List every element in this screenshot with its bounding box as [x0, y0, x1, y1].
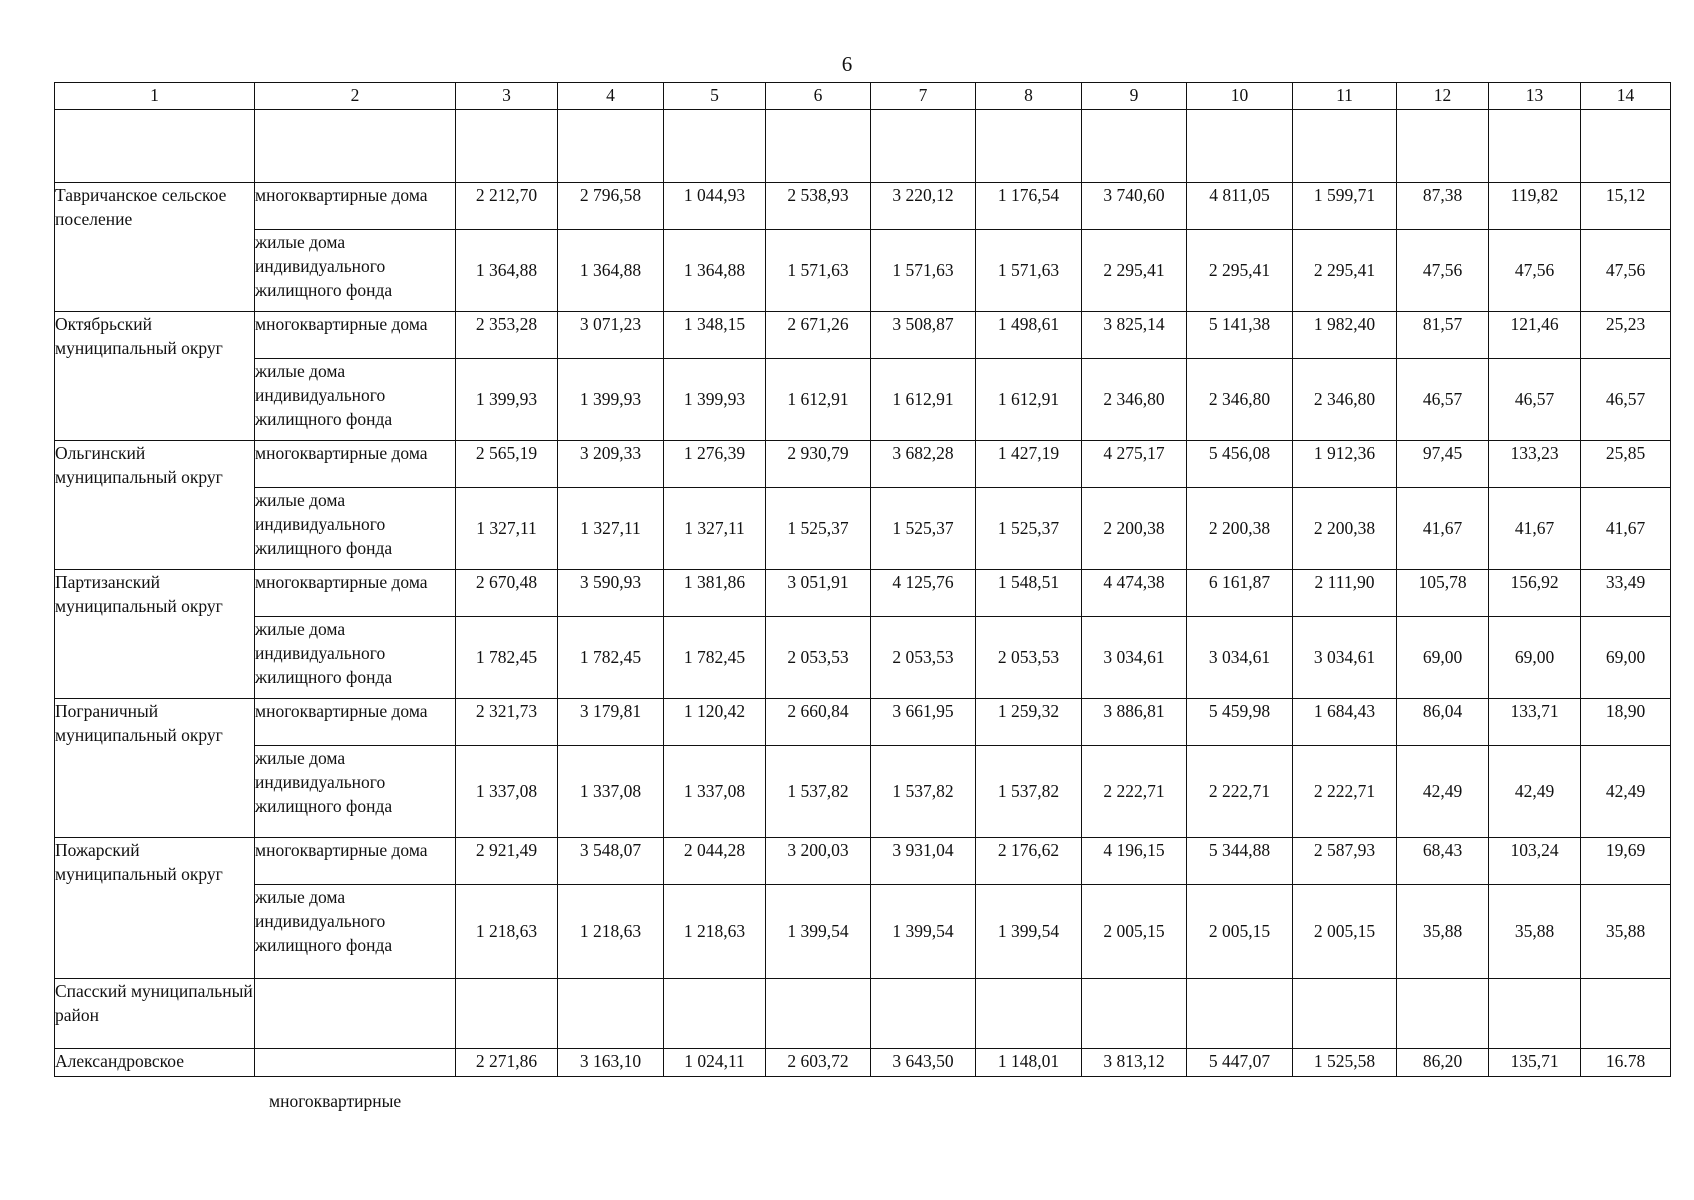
- value-cell: 3 825,14: [1082, 312, 1187, 359]
- value-cell: 2 222,71: [1293, 746, 1397, 838]
- value-cell: 1 218,63: [664, 885, 766, 979]
- value-cell: 1 120,42: [664, 699, 766, 746]
- housing-type-apartment: многоквартирные дома: [255, 441, 456, 488]
- value-cell: 1 599,71: [1293, 183, 1397, 230]
- housing-type-individual: жилые дома индивидуального жилищного фонда: [255, 488, 456, 570]
- value-cell: 2 353,28: [456, 312, 558, 359]
- value-cell: 1 399,93: [664, 359, 766, 441]
- value-cell: 2 053,53: [976, 617, 1082, 699]
- value-cell: 15,12: [1581, 183, 1671, 230]
- value-cell: 2 005,15: [1082, 885, 1187, 979]
- value-cell: 2 603,72: [766, 1049, 871, 1077]
- value-cell: 1 327,11: [558, 488, 664, 570]
- value-cell: 1 327,11: [456, 488, 558, 570]
- value-cell: 1 571,63: [976, 230, 1082, 312]
- table-row: [55, 617, 1671, 699]
- value-cell: 1 612,91: [871, 359, 976, 441]
- value-cell: 1 782,45: [664, 617, 766, 699]
- housing-type-apartment: многоквартирные дома: [255, 570, 456, 617]
- value-cell: 47,56: [1581, 230, 1671, 312]
- value-cell: 2 053,53: [871, 617, 976, 699]
- column-header-14: 14: [1581, 83, 1671, 110]
- value-cell: 5 141,38: [1187, 312, 1293, 359]
- municipality-name: Октябрьский муниципальный округ: [55, 312, 255, 441]
- table-row: [55, 488, 1671, 570]
- value-cell: 1 571,63: [766, 230, 871, 312]
- value-cell: 1 571,63: [871, 230, 976, 312]
- value-cell: 1 399,54: [871, 885, 976, 979]
- value-cell: 105,78: [1397, 570, 1489, 617]
- table-row: [55, 312, 1671, 359]
- value-cell: 1 148,01: [976, 1049, 1082, 1077]
- value-cell: 1 176,54: [976, 183, 1082, 230]
- column-header-8: 8: [976, 83, 1082, 110]
- value-cell: 81,57: [1397, 312, 1489, 359]
- value-cell: 2 670,48: [456, 570, 558, 617]
- value-cell: 1 399,54: [976, 885, 1082, 979]
- value-cell: 46,57: [1489, 359, 1581, 441]
- housing-type-apartment: многоквартирные дома: [255, 838, 456, 885]
- table-body: [55, 83, 1671, 1077]
- housing-type-individual: жилые дома индивидуального жилищного фонда: [255, 885, 456, 979]
- value-cell: 2 200,38: [1082, 488, 1187, 570]
- value-cell: 2 295,41: [1082, 230, 1187, 312]
- value-cell: 2 005,15: [1187, 885, 1293, 979]
- value-cell: 3 931,04: [871, 838, 976, 885]
- value-cell: 1 399,54: [766, 885, 871, 979]
- column-header-5: 5: [664, 83, 766, 110]
- housing-type-individual: жилые дома индивидуального жилищного фонда: [255, 359, 456, 441]
- value-cell: 121,46: [1489, 312, 1581, 359]
- column-header-7: 7: [871, 83, 976, 110]
- value-cell: 46,57: [1397, 359, 1489, 441]
- table-row: [55, 230, 1671, 312]
- empty-cell: [456, 979, 558, 1049]
- value-cell: 69,00: [1489, 617, 1581, 699]
- value-cell: 119,82: [1489, 183, 1581, 230]
- value-cell: 3 590,93: [558, 570, 664, 617]
- housing-type-apartment: многоквартирные дома: [255, 699, 456, 746]
- value-cell: 135,71: [1489, 1049, 1581, 1077]
- value-cell: 1 218,63: [558, 885, 664, 979]
- empty-cell: [1581, 979, 1671, 1049]
- housing-type-cell: [255, 1049, 456, 1077]
- municipality-name: Пожарский муниципальный округ: [55, 838, 255, 979]
- value-cell: 6 161,87: [1187, 570, 1293, 617]
- value-cell: 35,88: [1581, 885, 1671, 979]
- value-cell: 4 196,15: [1082, 838, 1187, 885]
- value-cell: 2 295,41: [1187, 230, 1293, 312]
- column-header-3: 3: [456, 83, 558, 110]
- value-cell: 33,49: [1581, 570, 1671, 617]
- table-row: [55, 746, 1671, 838]
- value-cell: 2 538,93: [766, 183, 871, 230]
- value-cell: 25,85: [1581, 441, 1671, 488]
- value-cell: 2 212,70: [456, 183, 558, 230]
- value-cell: 42,49: [1397, 746, 1489, 838]
- value-cell: 3 034,61: [1293, 617, 1397, 699]
- value-cell: 3 548,07: [558, 838, 664, 885]
- column-header-1: 1: [55, 83, 255, 110]
- value-cell: 69,00: [1397, 617, 1489, 699]
- value-cell: 4 474,38: [1082, 570, 1187, 617]
- housing-type-apartment: многоквартирные дома: [255, 312, 456, 359]
- value-cell: 1 218,63: [456, 885, 558, 979]
- housing-type-apartment: многоквартирные дома: [255, 183, 456, 230]
- column-number-row: [55, 83, 1671, 110]
- column-header-4: 4: [558, 83, 664, 110]
- table-row: [55, 359, 1671, 441]
- value-cell: 2 930,79: [766, 441, 871, 488]
- value-cell: 5 459,98: [1187, 699, 1293, 746]
- district-heading: Спасский муниципальный район: [55, 979, 255, 1049]
- municipality-name: Ольгинский муниципальный округ: [55, 441, 255, 570]
- value-cell: 1 525,37: [871, 488, 976, 570]
- tariff-table: [54, 82, 1671, 1077]
- value-cell: 2 587,93: [1293, 838, 1397, 885]
- value-cell: 2 321,73: [456, 699, 558, 746]
- value-cell: 1 337,08: [558, 746, 664, 838]
- value-cell: 2 346,80: [1082, 359, 1187, 441]
- value-cell: 3 163,10: [558, 1049, 664, 1077]
- value-cell: 2 005,15: [1293, 885, 1397, 979]
- value-cell: 42,49: [1489, 746, 1581, 838]
- value-cell: 1 337,08: [664, 746, 766, 838]
- value-cell: 3 682,28: [871, 441, 976, 488]
- value-cell: 1 537,82: [976, 746, 1082, 838]
- value-cell: 1 782,45: [456, 617, 558, 699]
- municipality-name: Тавричанское сельское поселение: [55, 183, 255, 312]
- value-cell: 1 525,37: [976, 488, 1082, 570]
- value-cell: 3 071,23: [558, 312, 664, 359]
- value-cell: 1 381,86: [664, 570, 766, 617]
- value-cell: 1 276,39: [664, 441, 766, 488]
- value-cell: 97,45: [1397, 441, 1489, 488]
- value-cell: 4 125,76: [871, 570, 976, 617]
- value-cell: 68,43: [1397, 838, 1489, 885]
- value-cell: 41,67: [1581, 488, 1671, 570]
- value-cell: 19,69: [1581, 838, 1671, 885]
- value-cell: 18,90: [1581, 699, 1671, 746]
- value-cell: 35,88: [1489, 885, 1581, 979]
- value-cell: 2 053,53: [766, 617, 871, 699]
- value-cell: 1 259,32: [976, 699, 1082, 746]
- value-cell: 2 111,90: [1293, 570, 1397, 617]
- column-header-11: 11: [1293, 83, 1397, 110]
- value-cell: 3 813,12: [1082, 1049, 1187, 1077]
- value-cell: 25,23: [1581, 312, 1671, 359]
- column-header-12: 12: [1397, 83, 1489, 110]
- empty-cell: [1293, 979, 1397, 1049]
- value-cell: 69,00: [1581, 617, 1671, 699]
- page-number: 6: [841, 52, 853, 76]
- value-cell: 87,38: [1397, 183, 1489, 230]
- column-header-6: 6: [766, 83, 871, 110]
- value-cell: 41,67: [1397, 488, 1489, 570]
- empty-cell: [1187, 979, 1293, 1049]
- housing-type-individual: жилые дома индивидуального жилищного фонда: [255, 230, 456, 312]
- district-row: [55, 979, 1671, 1049]
- value-cell: 1 525,58: [1293, 1049, 1397, 1077]
- value-cell: 1 548,51: [976, 570, 1082, 617]
- value-cell: 3 209,33: [558, 441, 664, 488]
- value-cell: 1 537,82: [871, 746, 976, 838]
- municipality-name: Партизанский муниципальный округ: [55, 570, 255, 699]
- column-header-9: 9: [1082, 83, 1187, 110]
- value-cell: 1 684,43: [1293, 699, 1397, 746]
- value-cell: 3 220,12: [871, 183, 976, 230]
- empty-cell: [871, 979, 976, 1049]
- value-cell: 133,71: [1489, 699, 1581, 746]
- value-cell: 4 811,05: [1187, 183, 1293, 230]
- value-cell: 42,49: [1581, 746, 1671, 838]
- value-cell: 156,92: [1489, 570, 1581, 617]
- value-cell: 2 796,58: [558, 183, 664, 230]
- column-header-13: 13: [1489, 83, 1581, 110]
- table-row: [55, 885, 1671, 979]
- value-cell: 103,24: [1489, 838, 1581, 885]
- value-cell: 3 179,81: [558, 699, 664, 746]
- value-cell: 3 740,60: [1082, 183, 1187, 230]
- value-cell: 1 427,19: [976, 441, 1082, 488]
- table-row: [55, 1049, 1671, 1077]
- empty-cell: [1082, 979, 1187, 1049]
- value-cell: 2 222,71: [1082, 746, 1187, 838]
- value-cell: 5 447,07: [1187, 1049, 1293, 1077]
- value-cell: 86,04: [1397, 699, 1489, 746]
- table-row: [55, 183, 1671, 230]
- empty-cell: [1397, 979, 1489, 1049]
- value-cell: 5 456,08: [1187, 441, 1293, 488]
- housing-type-individual: жилые дома индивидуального жилищного фонда: [255, 746, 456, 838]
- table-row: [55, 441, 1671, 488]
- value-cell: 1 024,11: [664, 1049, 766, 1077]
- value-cell: 1 782,45: [558, 617, 664, 699]
- table-row: [55, 838, 1671, 885]
- value-cell: 46,57: [1581, 359, 1671, 441]
- value-cell: 47,56: [1397, 230, 1489, 312]
- value-cell: 1 537,82: [766, 746, 871, 838]
- empty-cell: [976, 979, 1082, 1049]
- value-cell: 2 346,80: [1187, 359, 1293, 441]
- value-cell: 2 671,26: [766, 312, 871, 359]
- value-cell: 1 399,93: [558, 359, 664, 441]
- value-cell: 2 200,38: [1187, 488, 1293, 570]
- value-cell: 1 337,08: [456, 746, 558, 838]
- housing-type-individual: жилые дома индивидуального жилищного фонда: [255, 617, 456, 699]
- value-cell: 2 271,86: [456, 1049, 558, 1077]
- value-cell: 2 200,38: [1293, 488, 1397, 570]
- empty-cell: [766, 979, 871, 1049]
- value-cell: 2 044,28: [664, 838, 766, 885]
- empty-cell: [1489, 979, 1581, 1049]
- value-cell: 86,20: [1397, 1049, 1489, 1077]
- empty-cell: [558, 979, 664, 1049]
- value-cell: 1 525,37: [766, 488, 871, 570]
- empty-cell: [255, 979, 456, 1049]
- value-cell: 5 344,88: [1187, 838, 1293, 885]
- value-cell: 1 044,93: [664, 183, 766, 230]
- value-cell: 1 364,88: [664, 230, 766, 312]
- value-cell: 3 051,91: [766, 570, 871, 617]
- value-cell: 41,67: [1489, 488, 1581, 570]
- table-row: [55, 699, 1671, 746]
- value-cell: 2 660,84: [766, 699, 871, 746]
- value-cell: 1 612,91: [766, 359, 871, 441]
- empty-cell: [664, 979, 766, 1049]
- value-cell: 1 364,88: [558, 230, 664, 312]
- value-cell: 2 565,19: [456, 441, 558, 488]
- value-cell: 3 034,61: [1082, 617, 1187, 699]
- value-cell: 1 498,61: [976, 312, 1082, 359]
- value-cell: 3 643,50: [871, 1049, 976, 1077]
- empty-row: [55, 110, 1671, 183]
- value-cell: 3 200,03: [766, 838, 871, 885]
- value-cell: 2 346,80: [1293, 359, 1397, 441]
- column-header-2: 2: [255, 83, 456, 110]
- value-cell: 3 661,95: [871, 699, 976, 746]
- value-cell: 3 508,87: [871, 312, 976, 359]
- value-cell: 2 222,71: [1187, 746, 1293, 838]
- municipality-name: Пограничный муниципальный округ: [55, 699, 255, 838]
- value-cell: 1 364,88: [456, 230, 558, 312]
- value-cell: 3 886,81: [1082, 699, 1187, 746]
- value-cell: 1 912,36: [1293, 441, 1397, 488]
- value-cell: 3 034,61: [1187, 617, 1293, 699]
- value-cell: 2 295,41: [1293, 230, 1397, 312]
- value-cell: 2 921,49: [456, 838, 558, 885]
- value-cell: 1 327,11: [664, 488, 766, 570]
- column-header-10: 10: [1187, 83, 1293, 110]
- value-cell: 16.78: [1581, 1049, 1671, 1077]
- value-cell: 1 348,15: [664, 312, 766, 359]
- table-row: [55, 570, 1671, 617]
- municipality-name: Александровское: [55, 1049, 255, 1077]
- value-cell: 35,88: [1397, 885, 1489, 979]
- value-cell: 1 982,40: [1293, 312, 1397, 359]
- value-cell: 133,23: [1489, 441, 1581, 488]
- value-cell: 47,56: [1489, 230, 1581, 312]
- value-cell: 1 612,91: [976, 359, 1082, 441]
- housing-type-label-overflow: многоквартирные: [269, 1091, 402, 1111]
- value-cell: 2 176,62: [976, 838, 1082, 885]
- value-cell: 1 399,93: [456, 359, 558, 441]
- value-cell: 4 275,17: [1082, 441, 1187, 488]
